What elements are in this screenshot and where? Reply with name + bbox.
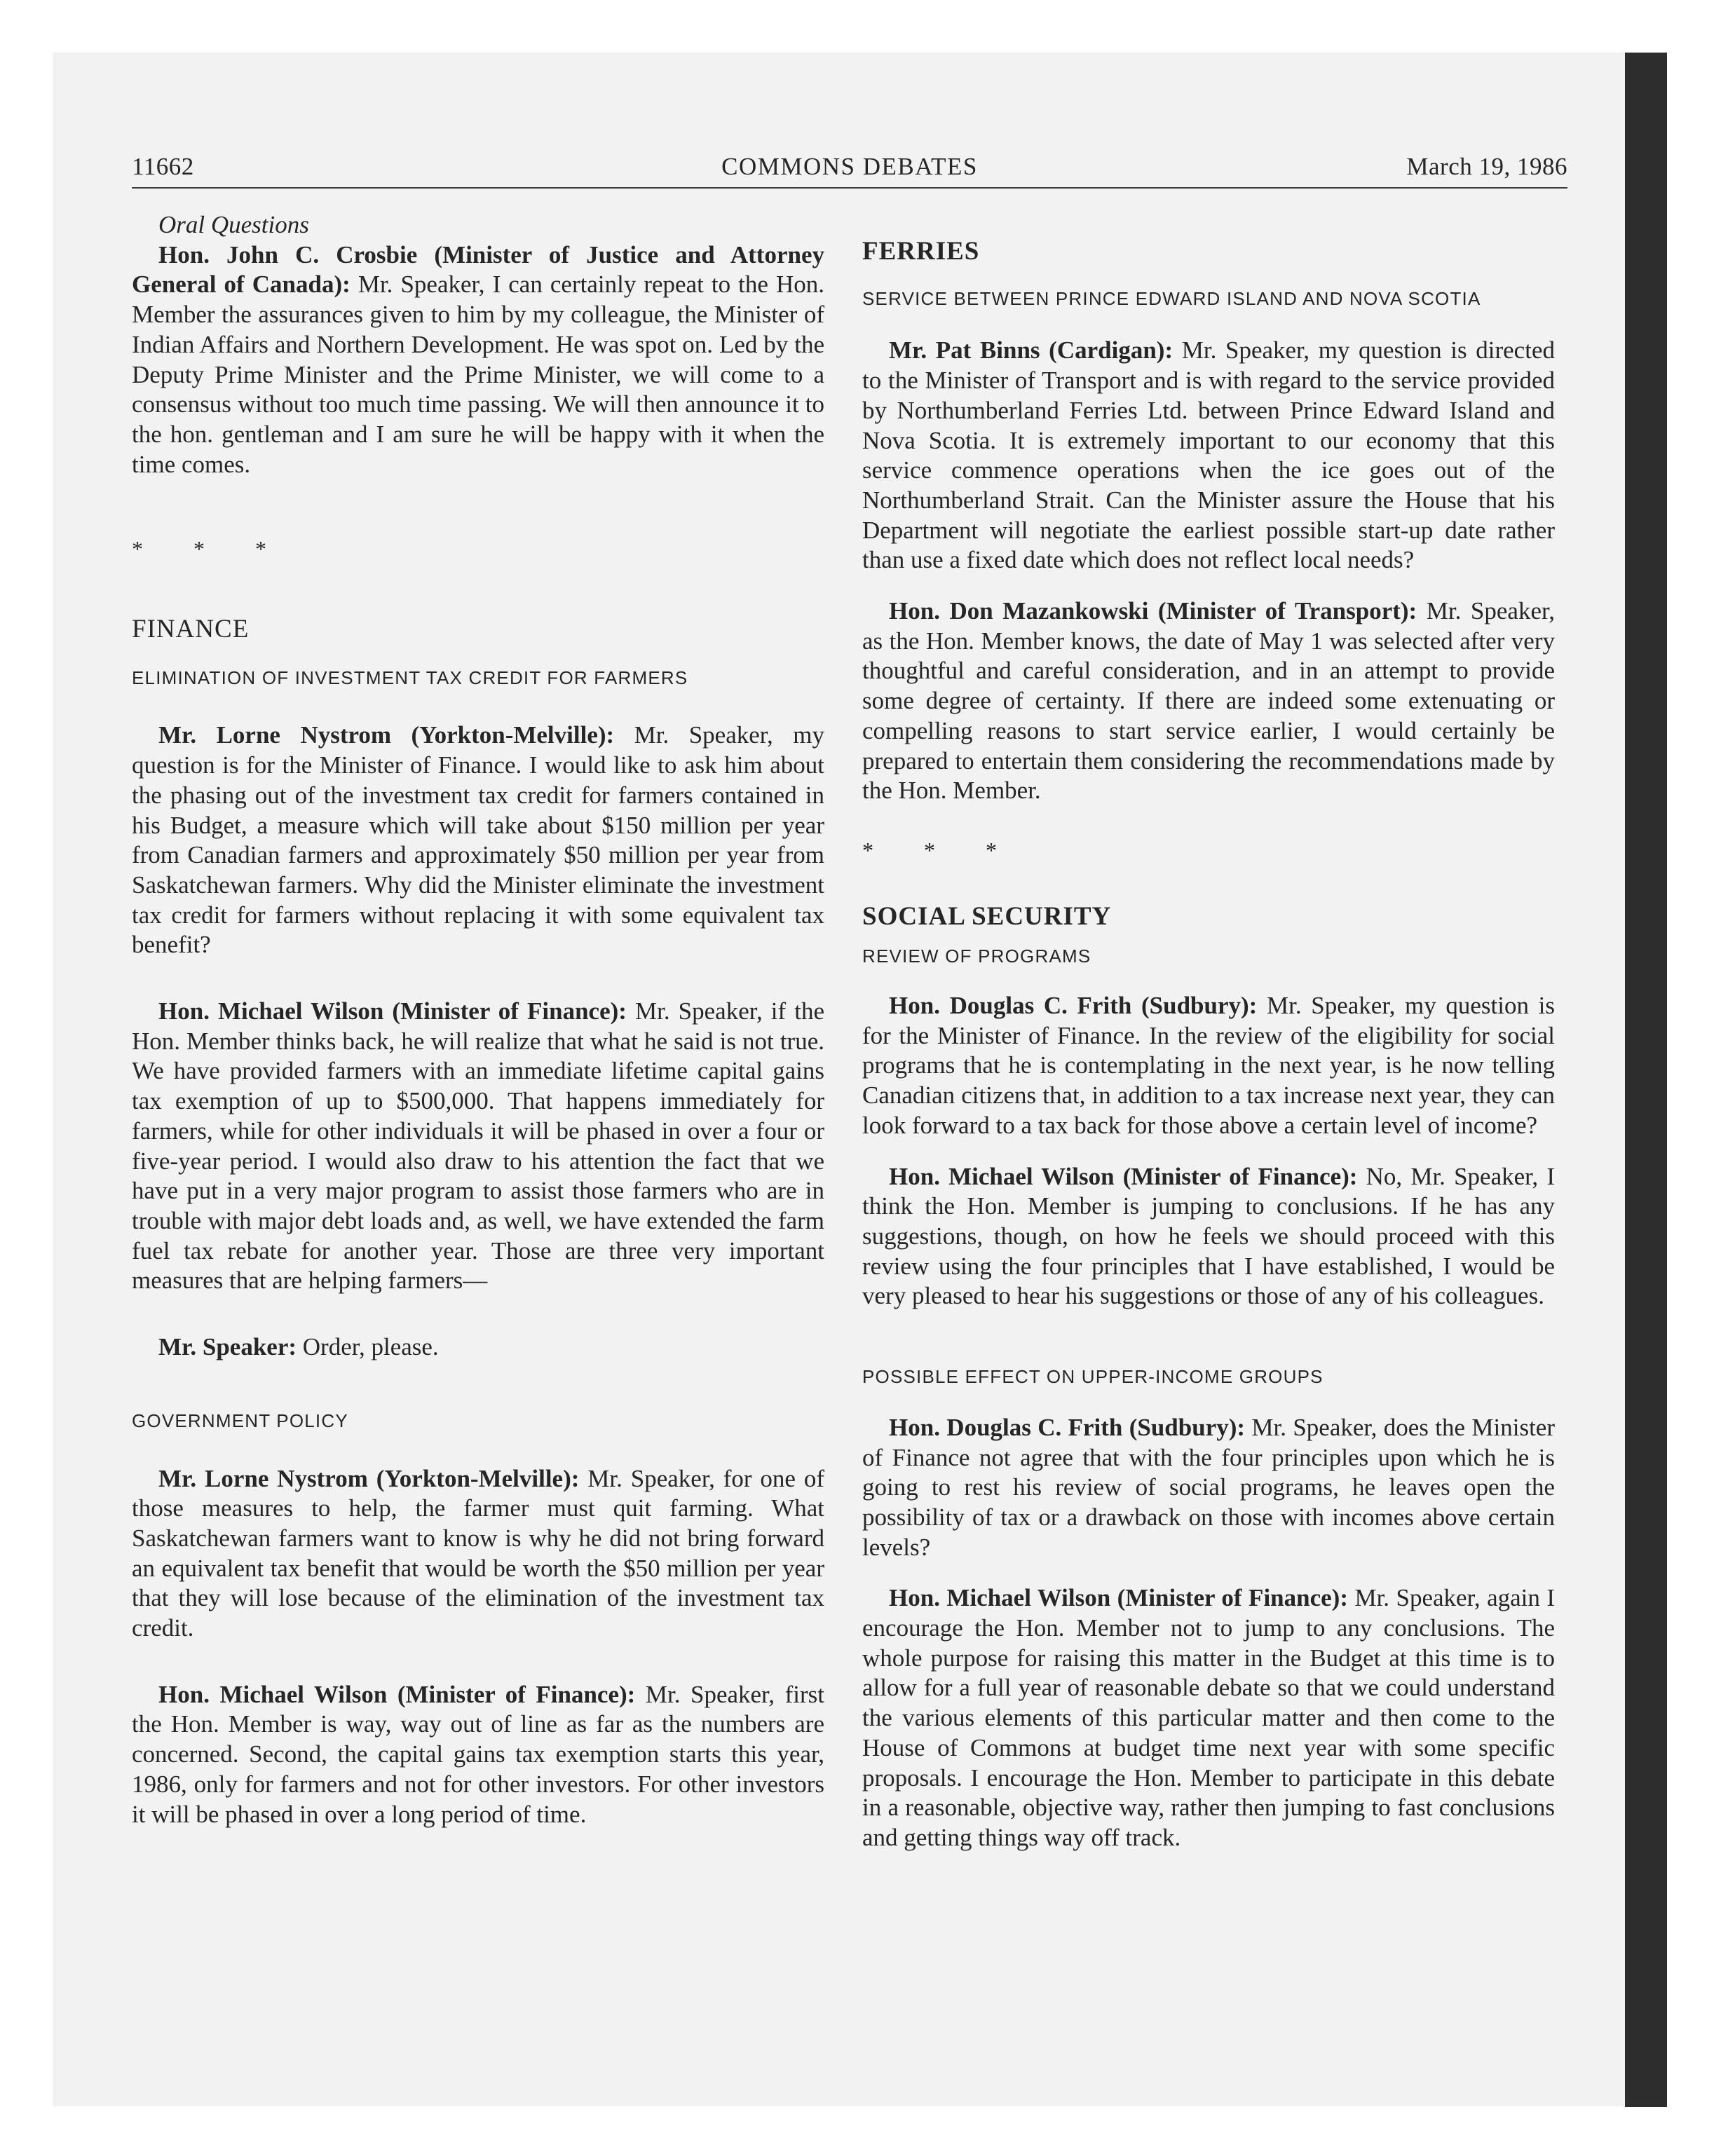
page-number: 11662	[132, 153, 194, 180]
subheading-upper-income: POSSIBLE EFFECT ON UPPER-INCOME GROUPS	[862, 1366, 1324, 1388]
speech-text: Mr. Speaker, my question is for the Minister of Finance. In the review of the eligibility for social programs that he is contemplating in the next year, is he now telling Canadian citizens that, in addition to a tax increase next year, they can look forward to a tax back for those above a certain level of income?	[862, 992, 1555, 1139]
speech-text: Mr. Speaker, I can certainly repeat to the Hon. Member the assurances given to him by my colleague, the Minister of Indian Affairs and Northern Development. He was spot on. Led by the Deputy Prime Minister and the Prime Minister, we will come to a consensus without too much time passing. We will then announce it to the hon. gentleman and I am sure he will be happy with it when the time comes.	[132, 271, 824, 478]
speech-paragraph	[132, 997, 824, 1296]
header-rule	[132, 187, 1567, 189]
section-separator: * * *	[862, 837, 1019, 863]
speech-paragraph	[132, 1680, 824, 1830]
subheading-government-policy: GOVERNMENT POLICY	[132, 1410, 348, 1431]
speech-text: Mr. Speaker, my question is for the Minister of Finance. I would like to ask him about the phasing out of the investment tax credit for farmers contained in his Budget, a measure which will take about $150 million per year from Canadian farmers and approximately $50 million per year from Saskatchewan farmers. Why did the Minister eliminate the investment tax credit for farmers without replacing it with some equivalent tax benefit?	[132, 721, 824, 959]
speaker-name: Hon. John C. Crosbie (Minister of Justice and Attorney General of Canada):	[132, 240, 824, 299]
speaker-name: Hon. Michael Wilson (Minister of Finance):	[158, 1680, 636, 1708]
speech-paragraph	[862, 336, 1555, 575]
running-header	[132, 153, 1567, 186]
speech-paragraph	[132, 240, 824, 480]
speaker-name: Mr. Pat Binns (Cardigan):	[889, 336, 1173, 364]
speaker-name: Hon. Douglas C. Frith (Sudbury):	[889, 992, 1258, 1020]
speech-paragraph	[132, 1332, 824, 1363]
speaker-name: Hon. Michael Wilson (Minister of Finance):	[889, 1584, 1348, 1612]
speaker-name: Hon. Don Mazankowski (Minister of Transport):	[889, 597, 1417, 625]
speaker-name: Mr. Speaker:	[158, 1333, 297, 1361]
subheading-service: SERVICE BETWEEN PRINCE EDWARD ISLAND AND NOVA SCOTIA	[862, 287, 1481, 309]
speaker-name: Hon. Michael Wilson (Minister of Finance):	[889, 1162, 1358, 1190]
speech-paragraph	[862, 1162, 1555, 1312]
section-label: Oral Questions	[158, 211, 309, 238]
section-heading-finance: FINANCE	[132, 615, 250, 644]
section-separator: * * *	[132, 536, 289, 562]
speaker-name: Hon. Douglas C. Frith (Sudbury):	[889, 1413, 1246, 1441]
scan-edge-shadow	[1625, 53, 1667, 2107]
subheading-review: REVIEW OF PROGRAMS	[862, 946, 1091, 967]
right-column	[862, 237, 1555, 1853]
speech-text: Mr. Speaker, if the Hon. Member thinks back, he will realize that what he said is not true. We have provided farmers with an immediate lifetime capital gains tax exemption of up to $500,000. That happens immediately for farmers, while for other individuals it will be phased in over a four or five-year period. I would also draw to his attention the fact that we have put in a very major program to assist those farmers who are in trouble with major debt loads and, as well, we have extended the farm fuel tax rebate for another year. Those are three very important measures that are helping farmers—	[132, 997, 824, 1295]
speech-paragraph	[862, 596, 1555, 806]
speech-text: Mr. Speaker, for one of those measures to help, the farmer must quit farming. What Saskatchewan farmers want to know is why he did not bring forward an equivalent tax benefit that would be worth the $50 million per year that they will lose because of the elimination of the investment tax credit.	[132, 1464, 825, 1642]
speech-paragraph	[862, 991, 1555, 1141]
header-date: March 19, 1986	[1406, 153, 1567, 180]
speech-text: Mr. Speaker, as the Hon. Member knows, the date of May 1 was selected after very thoughtful and careful consideration, and in an attempt to provide some degree of certainty. If there are indeed some extenuating or compelling reasons to start service earlier, I would certainly be prepared to entertain them considering the recommendations made by the Hon. Member.	[862, 597, 1555, 805]
speech-text: Mr. Speaker, again I encourage the Hon. Member not to jump to any conclusions. The whole purpose for raising this matter in the Budget at this time is to allow for a full year of reasonable debate so that we could understand the various elements of this particular matter and then come to the House of Commons at budget time next year with some specific proposals. I encourage the Hon. Member to participate in this debate in a reasonable, objective way, rather then jumping to fast conclusions and getting things way off track.	[862, 1584, 1555, 1851]
speaker-name: Hon. Michael Wilson (Minister of Finance):	[158, 997, 627, 1025]
section-heading-social-security: SOCIAL SECURITY	[862, 901, 1112, 931]
journal-title: COMMONS DEBATES	[721, 153, 978, 180]
speech-paragraph	[862, 1583, 1555, 1853]
speech-text: Mr. Speaker, first the Hon. Member is way, way out of line as far as the numbers are concerned. Second, the capital gains tax exemption starts this year, 1986, only for farmers and not for other investors. For other investors it will be phased in over a long period of time.	[132, 1680, 824, 1828]
speech-text: Mr. Speaker, does the Minister of Finance not agree that with the four principles upon which he is going to rest his review of social programs, he leaves open the possibility of tax or a drawback on those with incomes above certain levels?	[862, 1413, 1555, 1561]
speech-text: No, Mr. Speaker, I think the Hon. Member is jumping to conclusions. If he has any suggestions, though, on how he feels we should proceed with this review using the four principles that I have established, I would be very pleased to hear his suggestions or those of any of his colleagues.	[862, 1162, 1555, 1310]
speech-paragraph	[132, 721, 824, 960]
speech-text: Order, please.	[297, 1333, 439, 1361]
speaker-name: Mr. Lorne Nystrom (Yorkton-Melville):	[158, 721, 615, 749]
section-heading-ferries: FERRIES	[862, 237, 980, 266]
speech-paragraph	[862, 1413, 1555, 1563]
speech-text: Mr. Speaker, my question is directed to the Minister of Transport and is with regard to the service provided by Northumberland Ferries Ltd. between Prince Edward Island and Nova Scotia. It is extremely important to our economy that this service commence operations when the ice goes out of the Northumberland Strait. Can the Minister assure the House that his Department will negotiate the earliest possible start-up date rather than use a fixed date which does not reflect local needs?	[862, 336, 1555, 574]
subheading-elimination: ELIMINATION OF INVESTMENT TAX CREDIT FOR FARMERS	[132, 667, 688, 688]
speech-paragraph	[132, 1464, 824, 1644]
speaker-name: Mr. Lorne Nystrom (Yorkton-Melville):	[158, 1464, 580, 1492]
left-column	[132, 210, 824, 1829]
